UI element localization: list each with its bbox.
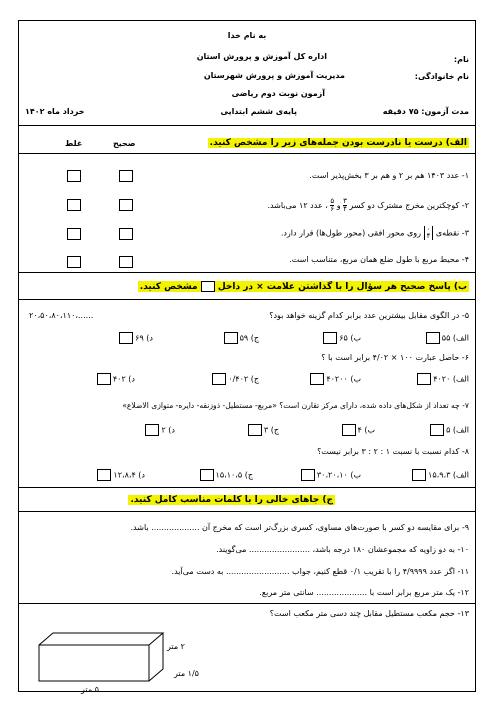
exam-header: [19, 21, 475, 126]
question-8: ۸- کدام نسبت با نسبت ۱ : ۲ : ۳ برابر نیست؟: [317, 447, 469, 456]
q1-false-box[interactable]: [67, 165, 81, 184]
cuboid-depth-label: ۱/۵ متر: [174, 669, 199, 678]
section-c-title-bar: [19, 491, 475, 512]
section-b-title: ب) پاسخ صحیح هر سؤال را با گذاشتن علامت × در داخل مشخص کنید.: [139, 282, 467, 292]
family-name-label: نام خانوادگی:: [414, 72, 469, 81]
section-a-title: الف) درست یا نادرست بودن جمله‌های زیر را مشخص کنید.: [209, 138, 467, 148]
question-5: ۵- در الگوی مقابل بیشترین عدد برابر کدام گزینه خواهد بود؟: [269, 311, 469, 320]
q3-text: ۳- نقطه‌ی: [435, 228, 469, 238]
q6-option-a[interactable]: الف) ۴۰۲۰: [415, 373, 469, 385]
question-2: ۲- کوچکترین مخرج مشترک دو کسر $\frac{۳}{۴}$ و $\frac{۵}{۶}$ ، عدد ۱۲ می‌باشد.: [267, 197, 469, 213]
divider: [19, 487, 475, 488]
grade-label: پایه‌ی ششم ابتدایی: [220, 107, 297, 116]
q4-true-box[interactable]: [119, 251, 133, 270]
q2-true-box[interactable]: [119, 194, 133, 213]
question-13: ۱۳- حجم مکعب مستطیل مقابل چند دسی متر مکعب است؟: [269, 609, 469, 618]
q7-option-c[interactable]: ج) ۳: [246, 424, 279, 436]
q5-sequence: ۲۰،۵۰،۸۰،۱۱۰،......: [29, 311, 94, 320]
q3-tail: روی محور افقی (محور طول‌ها) قرار دارد.: [280, 228, 422, 238]
org-line-2: مدیریت آموزش و پرورش شهرستان: [203, 71, 345, 80]
question-9: ۹- برای مقایسه دو کسر با صورت‌های مساوی، کسری بزرگ‌تر است که مخرج آن ................... باشد.: [130, 523, 469, 532]
cuboid-figure: [35, 631, 195, 691]
q8-option-c[interactable]: ج) ۱۵،۱۰،۵: [198, 469, 253, 481]
q7-option-b[interactable]: ب) ۴: [340, 424, 376, 436]
q6-option-c[interactable]: ج) ۰/۴۰۲: [210, 373, 259, 385]
q4-false-box[interactable]: [67, 251, 81, 270]
q5-option-a[interactable]: الف) ۵۵: [424, 332, 469, 344]
q6-option-d[interactable]: د) ۴۰۲: [95, 373, 135, 385]
question-10: ۱۰- به دو زاویه که مجموعشان ۱۸۰ درجه باشد، ........................ می‌گویند.: [216, 545, 469, 554]
q2-fraction-2: $\frac{۵}{۶}$: [330, 197, 335, 213]
cuboid-width-label: ۵ متر: [81, 685, 99, 694]
divider: [19, 272, 475, 273]
question-6: ۶- حاصل عبارت ۱۰۰ × ۴/۰۲ برابر است با ؟: [321, 353, 469, 362]
duration-label: مدت آزمون: ۷۵ دقیقه: [382, 107, 469, 116]
section-b-title-bar: [19, 277, 475, 300]
q7-option-a[interactable]: الف) ۵: [428, 424, 469, 436]
q8-option-b[interactable]: ب) ۳۰،۲۰،۱۰: [299, 469, 361, 481]
q8-option-d[interactable]: د) ۱۲،۸،۴: [95, 469, 145, 481]
q3-false-box[interactable]: [67, 223, 81, 242]
question-12: ۱۲- یک متر مربع برابر است با .................... سانتی متر مربع.: [259, 588, 469, 597]
q3-true-box[interactable]: [119, 223, 133, 242]
question-11: ۱۱- اگر عدد ۴/۹۹۹۹ را با تقریب ۰/۱ قطع کنیم، جواب ......................... به دست می‌آید.: [171, 567, 469, 576]
exam-sheet: [18, 20, 476, 692]
divider: [19, 603, 475, 604]
section-c-title: ج) جاهای خالی را با کلمات مناسب کامل کنید.: [130, 495, 333, 505]
q2-fraction-1: $\frac{۳}{۴}$: [343, 197, 347, 213]
false-column-header: غلط: [65, 139, 83, 148]
q3-point: ۰ ۴: [424, 226, 434, 240]
question-4: ۴- محیط مربع با طول ضلع همان مربع، متناسب است.: [289, 255, 469, 264]
question-7: ۷- چه تعداد از شکل‌های داده شده، دارای مرکز تقارن است؟ «مربع- مستطیل- ذوزنقه- دایره- متوازی الاضلاع»: [122, 401, 469, 410]
q1-true-box[interactable]: [119, 165, 133, 184]
q2-text: ۲- کوچکترین مخرج مشترک دو کسر: [349, 201, 469, 210]
exam-title: آزمون نوبت دوم ریاضی: [231, 89, 325, 98]
cuboid-height-label: ۲ متر: [167, 642, 185, 651]
section-a-title-bar: [19, 135, 475, 154]
q5-option-d[interactable]: د) ۶۹: [117, 332, 153, 344]
true-column-header: صحیح: [113, 139, 136, 148]
q7-option-d[interactable]: د) ۲: [143, 424, 175, 436]
q2-tail: ، عدد ۱۲ می‌باشد.: [267, 201, 328, 210]
date-label: خرداد ماه ۱۴۰۲: [25, 107, 85, 116]
q2-false-box[interactable]: [67, 194, 81, 213]
q8-option-a[interactable]: الف) ۱۵،۹،۳: [410, 469, 469, 481]
name-label: نام:: [453, 55, 469, 64]
title-checkbox-sample: [201, 281, 215, 292]
bismillah: به نام خدا: [227, 31, 267, 40]
q6-option-b[interactable]: ب) ۴۰۲۰۰: [308, 373, 361, 385]
org-line-1: اداره کل آموزش و پرورش استان: [196, 52, 327, 61]
q5-option-b[interactable]: ب) ۶۵: [321, 332, 361, 344]
q5-option-c[interactable]: ج) ۵۹: [222, 332, 259, 344]
question-1: ۱- عدد ۱۴۰۳ هم بر ۲ و هم بر ۳ بخش‌پذیر است.: [309, 171, 469, 180]
question-3: [281, 226, 469, 240]
